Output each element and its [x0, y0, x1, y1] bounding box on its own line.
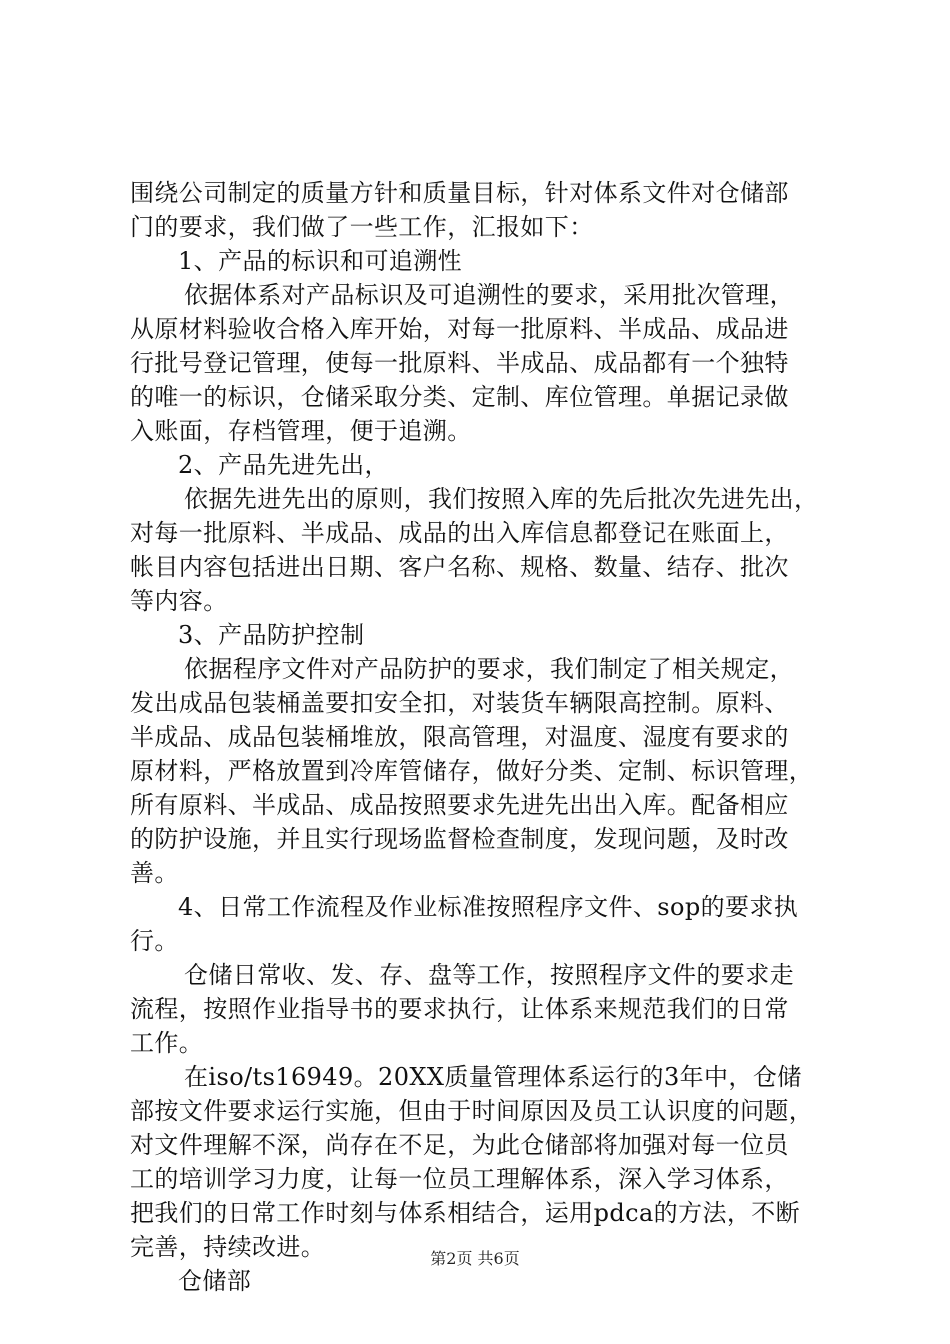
- text-line: 半成品、成品包装桶堆放，限高管理，对温度、湿度有要求的: [130, 723, 789, 751]
- text-line: 的防护设施，并且实行现场监督检查制度，发现问题，及时改: [130, 825, 789, 853]
- text-line: 把我们的日常工作时刻与体系相结合，运用pdca的方法，不断: [130, 1199, 801, 1227]
- text-line: 依据体系对产品标识及可追溯性的要求，采用批次管理，: [184, 281, 794, 309]
- document-body: [130, 176, 842, 1298]
- text-line: 对每一批原料、半成品、成品的出入库信息都登记在账面上，: [130, 519, 789, 547]
- text-line: 行。: [130, 927, 179, 955]
- text-line: 等内容。: [130, 587, 228, 615]
- text-line: 入账面，存档管理，便于追溯。: [130, 417, 472, 445]
- page-number-footer: 第2页 共6页: [430, 1249, 520, 1268]
- text-line: 门的要求，我们做了一些工作，汇报如下：: [130, 213, 594, 241]
- text-line: 依据先进先出的原则，我们按照入库的先后批次先进先出，: [184, 485, 819, 513]
- text-line: 部按文件要求运行实施，但由于时间原因及员工认识度的问题，: [130, 1097, 814, 1125]
- text-line: 4、日常工作流程及作业标准按照程序文件、sop的要求执: [178, 893, 799, 921]
- text-line: 善。: [130, 859, 179, 887]
- text-line: 发出成品包装桶盖要扣安全扣，对装货车辆限高控制。原料、: [130, 689, 789, 717]
- text-line: 围绕公司制定的质量方针和质量目标，针对体系文件对仓储部: [130, 179, 789, 207]
- text-line: 从原材料验收合格入库开始，对每一批原料、半成品、成品进: [130, 315, 789, 343]
- text-line: 流程，按照作业指导书的要求执行，让体系来规范我们的日常: [130, 995, 789, 1023]
- text-line: 3、产品防护控制: [178, 621, 365, 649]
- text-line: 仓储日常收、发、存、盘等工作，按照程序文件的要求走: [184, 961, 794, 989]
- text-line: 对文件理解不深，尚存在不足，为此仓储部将加强对每一位员: [130, 1131, 789, 1159]
- text-line: 仓储部: [178, 1267, 252, 1295]
- text-line: 1、产品的标识和可追溯性: [178, 247, 463, 275]
- text-line: 在iso/ts16949。20XX质量管理体系运行的3年中，仓储: [184, 1063, 802, 1091]
- text-line: 工的培训学习力度，让每一位员工理解体系，深入学习体系，: [130, 1165, 789, 1193]
- text-line: 帐目内容包括进出日期、客户名称、规格、数量、结存、批次: [130, 553, 789, 581]
- text-line: 原材料，严格放置到冷库管储存，做好分类、定制、标识管理，: [130, 757, 814, 785]
- text-line: 依据程序文件对产品防护的要求，我们制定了相关规定，: [184, 655, 794, 683]
- text-line: 2、产品先进先出，: [178, 451, 389, 479]
- text-line: 所有原料、半成品、成品按照要求先进先出出入库。配备相应: [130, 791, 789, 819]
- text-line: 行批号登记管理，使每一批原料、半成品、成品都有一个独特: [130, 349, 789, 377]
- text-line: 工作。: [130, 1029, 204, 1057]
- text-line: 完善，持续改进。: [130, 1233, 326, 1261]
- text-line: 的唯一的标识，仓储采取分类、定制、库位管理。单据记录做: [130, 383, 789, 411]
